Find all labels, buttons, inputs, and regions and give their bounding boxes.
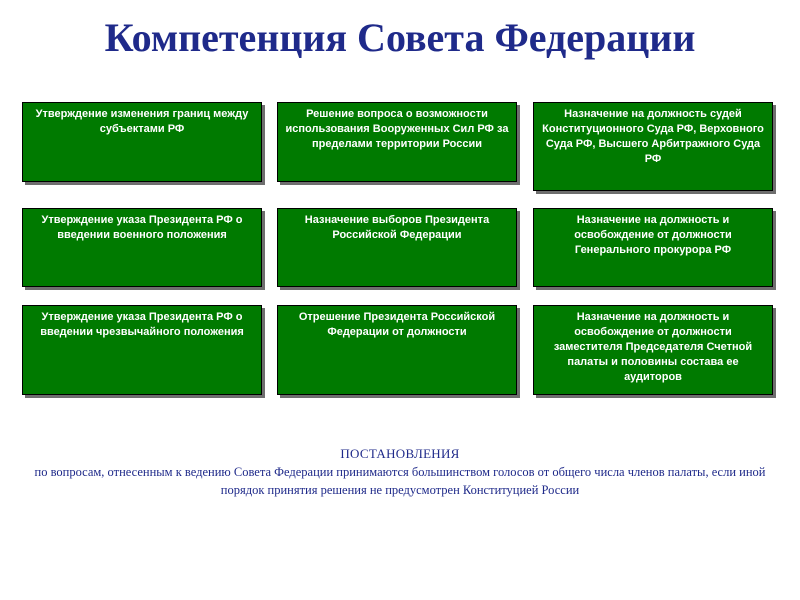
competence-box-border-changes: Утверждение изменения границ между субъектами РФ [22, 102, 262, 182]
resolutions-heading: ПОСТАНОВЛЕНИЯ [340, 446, 460, 461]
competence-box-presidential-elections: Назначение выборов Президента Российской Федерации [277, 208, 517, 287]
competence-box-accounts-chamber: Назначение на должность и освобождение от должности заместителя Председателя Счетной палаты и половины состава ее аудиторов [533, 305, 773, 395]
competence-box-martial-law: Утверждение указа Президента РФ о введении военного положения [22, 208, 262, 287]
page-title: Компетенция Совета Федерации [104, 15, 696, 60]
competence-box-armed-forces: Решение вопроса о возможности использования Вооруженных Сил РФ за пределами территории России [277, 102, 517, 182]
competence-box-judges-appointment: Назначение на должность судей Конституционного Суда РФ, Верховного Суда РФ, Высшего Арбитражного Суда РФ [533, 102, 773, 191]
competence-box-prosecutor-general: Назначение на должность и освобождение от должности Генерального прокурора РФ [533, 208, 773, 287]
resolutions-note [20, 445, 780, 499]
competence-box-impeachment: Отрешение Президента Российской Федерации от должности [277, 305, 517, 395]
competence-box-state-of-emergency: Утверждение указа Президента РФ о введении чрезвычайного положения [22, 305, 262, 395]
resolutions-text: по вопросам, отнесенным к ведению Совета Федерации принимаются большинством голосов от общего числа членов палаты, если иной порядок принятия решения не предусмотрен Конституцией России [34, 465, 766, 497]
